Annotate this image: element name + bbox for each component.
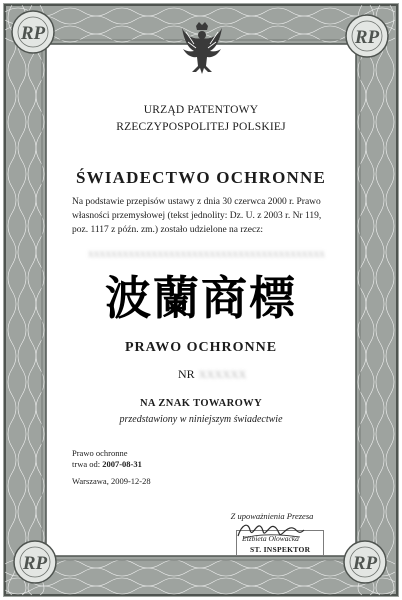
svg-text:RP: RP [22,553,48,574]
eagle-emblem-icon [180,20,224,82]
protection-since [72,459,142,469]
rp-corner-seal [342,12,392,60]
svg-text:RP: RP [20,23,46,44]
office-name-line1: URZĄD PATENTOWY [143,104,259,116]
protection-title: PRAWO OCHRONNE [124,340,278,355]
redacted-nr-value: XXXXXX [198,369,247,381]
legal-basis-line: poz. 1117 z późn. zm.) zostało udzielone na rzecz: [72,225,264,235]
protection-label: Prawo ochronne [72,448,128,458]
legal-basis-line: własności przemysłowej (tekst jednolity: Dz. U. z 2003 r. Nr 119, [72,211,322,221]
protection-since-date: 2007-08-31 [102,459,142,469]
signer-name: Elżbieta Olowacka [242,534,299,543]
protection-since-label: trwa od: [72,459,101,469]
redacted-holder-name: XXXXXXXXXXXXXXXXXXXXXXXXXXXXXXXXXXXXXXXXX [88,251,325,259]
svg-text:RP: RP [352,553,378,574]
overlay-heading: 波蘭商標 [105,271,297,325]
presented-line: przedstawiony w niniejszym świadectwie [119,414,283,425]
nr-label: NR [178,367,195,381]
rp-corner-seal [10,538,60,586]
place-and-date: Warszawa, 2009-12-28 [72,476,151,486]
legal-basis-text [72,195,342,237]
registration-number [178,367,247,382]
rp-corner-seal [8,8,58,56]
legal-basis-line: Na podstawie przepisów ustawy z dnia 30 czerwca 2000 r. Prawo [72,197,321,207]
certificate-title: ŚWIADECTWO OCHRONNE [76,168,326,187]
authority-line: Z upoważnienia Prezesa [230,511,314,521]
office-name-line2: RZECZYPOSPOLITEJ POLSKIEJ [116,121,286,133]
svg-text:RP: RP [354,27,380,48]
signer-role: ST. INSPEKTOR [250,545,311,554]
mark-type: NA ZNAK TOWAROWY [139,398,263,409]
rp-corner-seal [340,538,390,586]
